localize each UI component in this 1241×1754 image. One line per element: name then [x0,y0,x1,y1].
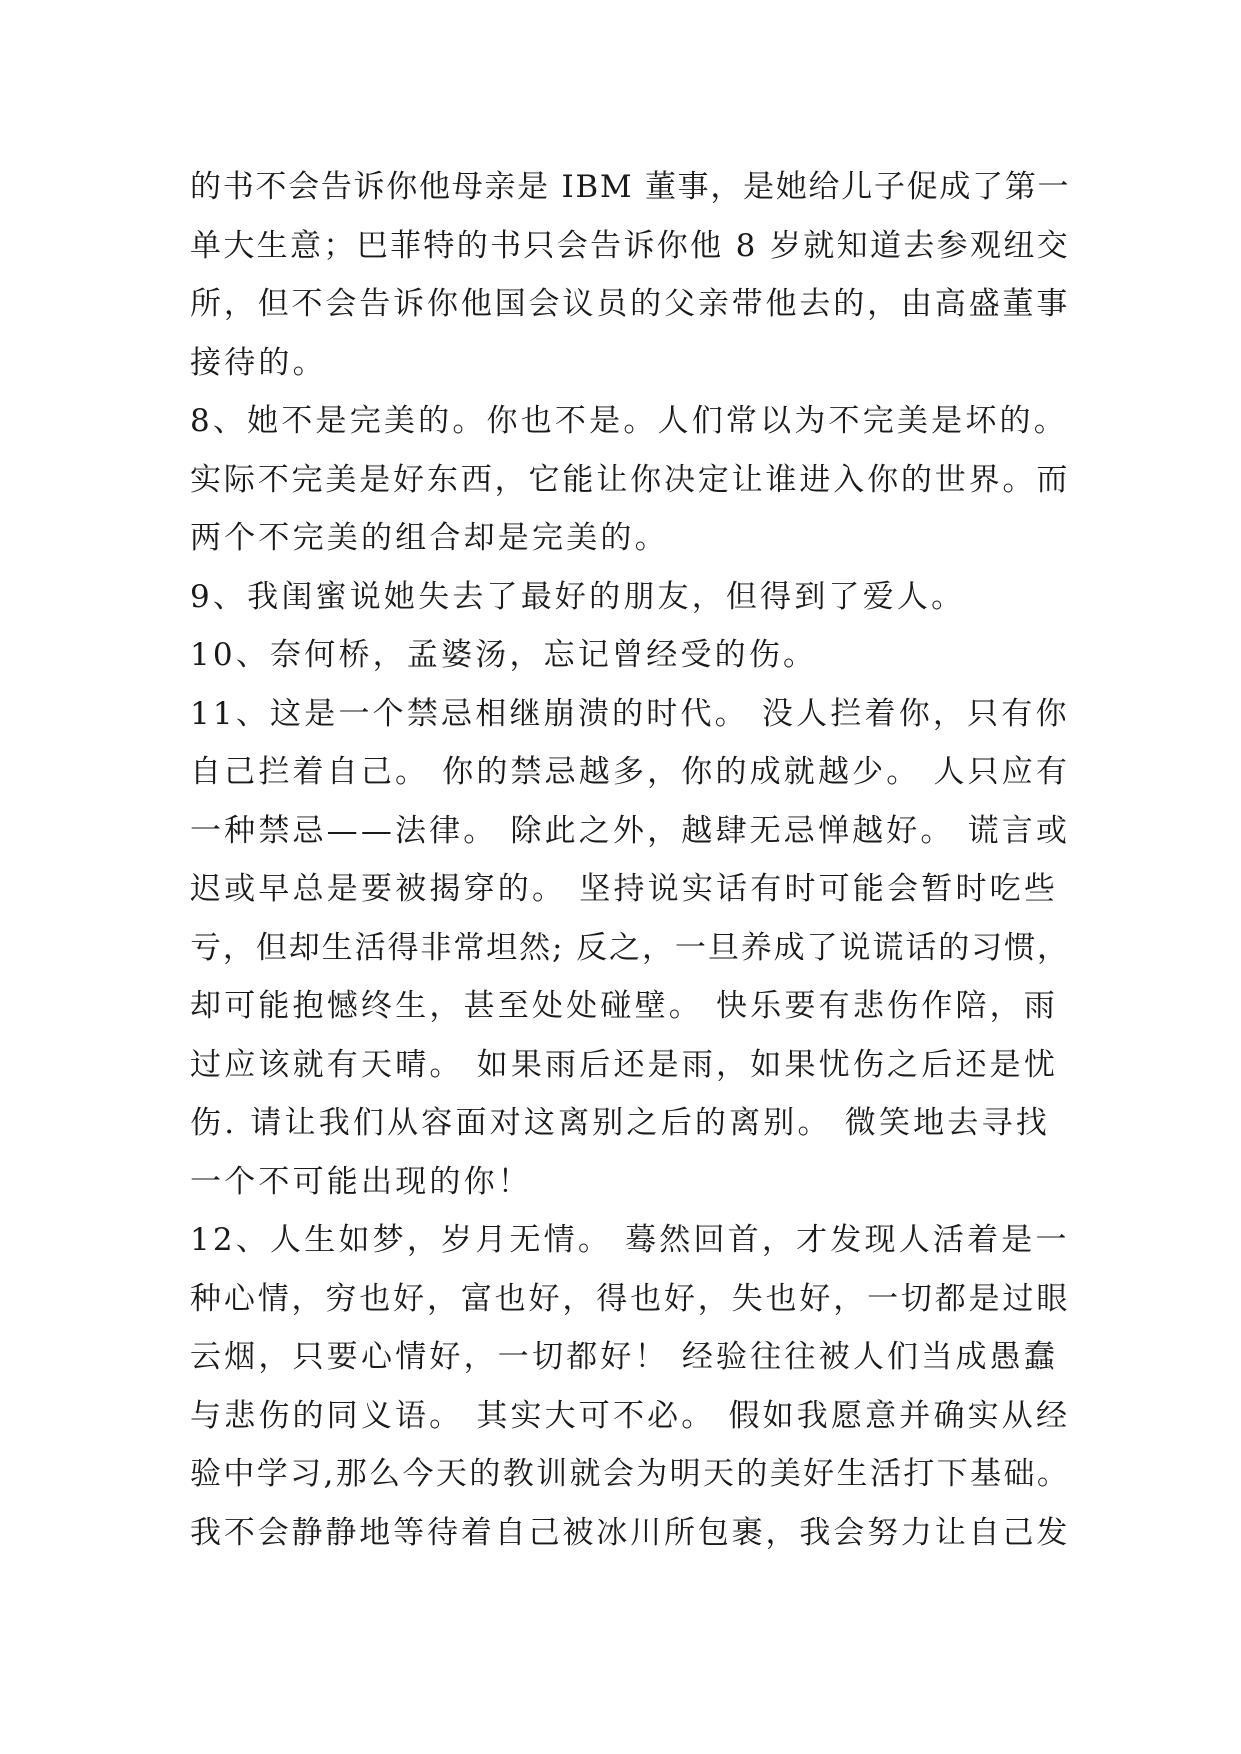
text-line: 一个不可能出现的你！ [190,1163,532,1200]
text-line: 11、这是一个禁忌相继崩溃的时代。 没人拦着你，只有你 [190,695,1070,732]
text-line: 我不会静静地等待着自己被冰川所包裹，我会努力让自己发 [190,1514,1071,1551]
text-line: 云烟，只要心情好，一切都好！ 经验往往被人们当成愚蠢 [190,1339,1059,1375]
text-line: 过应该就有天晴。 如果雨后还是雨，如果忧伤之后还是忧 [190,1046,1059,1083]
text-line: 9、我闺蜜说她失去了最好的朋友，但得到了爱人。 [190,578,966,615]
text-line: 8、她不是完美的。你也不是。人们常以为不完美是坏的。 [190,403,1068,439]
text-line: 10、奈何桥，孟婆汤，忘记曾经受的伤。 [190,637,818,673]
text-line: 迟或早总是要被揭穿的。 坚持说实话有时可能会暂时吃些 [190,871,1059,907]
text-line: 亏，但却生活得非常坦然; 反之，一旦养成了说谎话的习惯， [190,929,1070,966]
text-line: 种心情，穷也好，富也好，得也好，失也好，一切都是过眼 [190,1280,1071,1317]
text-line: 与悲伤的同义语。 其实大可不必。 假如我愿意并确实从经 [190,1397,1071,1434]
text-line: 自己拦着自己。 你的禁忌越多，你的成就越少。 人只应有 [190,754,1071,790]
text-line: 却可能抱憾终生，甚至处处碰壁。 快乐要有悲伤作陪，雨 [190,988,1059,1024]
text-line: 12、人生如梦，岁月无情。 蓦然回首，才发现人活着是一 [190,1222,1070,1258]
text-line: 一种禁忌——法律。 除此之外，越肆无忌惮越好。 谎言或 [190,812,1071,849]
text-line: 的书不会告诉你他母亲是 IBM 董事，是她给儿子促成了第一 [190,169,1071,205]
body-text [190,158,1070,1562]
text-line: 验中学习,那么今天的教训就会为明天的美好生活打下基础。 [190,1456,1071,1492]
text-line: 实际不完美是好东西，它能让你决定让谁进入你的世界。而 [190,461,1071,498]
text-line: 单大生意；巴菲特的书只会告诉你他 8 岁就知道去参观纽交 [190,227,1071,264]
text-line: 伤. 请让我们从容面对这离别之后的离别。 微笑地去寻找 [190,1105,1050,1141]
text-line: 两个不完美的组合却是完美的。 [190,520,669,556]
text-line: 接待的。 [190,344,327,381]
text-line: 所，但不会告诉你他国会议员的父亲带他去的，由高盛董事 [190,286,1071,322]
